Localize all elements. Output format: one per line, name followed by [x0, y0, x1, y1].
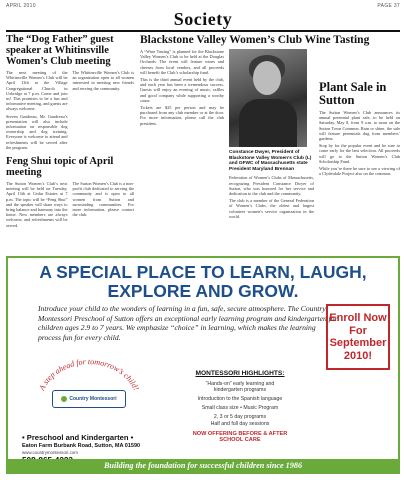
club-presidents-photo [229, 49, 307, 147]
dog-father-p1: The next meeting of the Whitinsville Women’s Club will be April 13th at the Village Congregational Church in Uxbridge at 7 p.m. Come and join us! This promises to be a fun and informative meeting, and guests are always welcome. [6, 70, 68, 112]
ad-title: A SPECIAL PLACE TO LEARN, LAUGH, EXPLORE AND GROW. [39, 262, 367, 301]
school-line: • Preschool and Kindergarten • [22, 433, 134, 442]
highlight-item: “Hands-on” early learning and kindergarten programs [205, 380, 275, 393]
left-column [6, 34, 134, 251]
photo-caption: Constance Dwyer, President of Blackstone Valley Women’s Club (L) and GFWC of Massachusetts state President Maryland Brennan [229, 150, 312, 172]
logo-text: Country Montessori [69, 396, 117, 402]
enroll-box [326, 304, 390, 370]
ad-intro: Introduce your child to the wonders of learning in a fun, safe, secure atmosphere. The Country Montessori Preschool of Sutton offers an exceptional early learning program and kindergarten for children ages 2.9 to 7 years. We emphasize “choice” in learning, which makes the learning process fun for every child. [38, 304, 338, 342]
logo-badge [52, 390, 126, 408]
highlight-item: Introduction to the Spanish language [197, 395, 283, 402]
federation-p2: The club is a member of the General Federation of Women’s Clubs, the oldest and largest volunteer women’s service organization in the world. [229, 198, 314, 219]
school-contact-note: Director [22, 471, 38, 474]
montessori-highlights [192, 370, 288, 444]
logo-mark-icon [61, 396, 67, 402]
highlights-heading: MONTESSORI HIGHLIGHTS: [195, 370, 285, 377]
care-offer: NOW OFFERING BEFORE & AFTER SCHOOL CARE [192, 430, 288, 444]
title-rule [6, 30, 400, 32]
feng-shui-article [6, 181, 134, 230]
enroll-text: Enroll Now For September 2010! [329, 312, 387, 362]
ad-footer: Building the foundation for successful children since 1986 [8, 459, 398, 472]
federation-p1: Federation of Women’s Clubs of Massachusetts, recognizing President Constance Dwyer of Sutton, who was honored for her service and dedication to the club and the community. [229, 175, 314, 196]
feng-shui-p2: The Sutton Women’s Club is a non-profit club dedicated to serving the community and is open to all women from Sutton and surrounding communities. For more information, please contact the club. [72, 181, 134, 218]
montessori-logo [34, 350, 144, 430]
school-website[interactable]: www.countrymontessori.com [22, 450, 78, 455]
issue-date: APRIL 2010 [6, 3, 36, 9]
page-number: PAGE 37 [377, 3, 400, 9]
plant-sale-headline: Plant Sale in Sutton [319, 80, 387, 107]
feng-shui-p1: The Sutton Women’s Club’s next meeting will be held on Tuesday, April 13th at Cedar Estates at 7 p.m. The topic will be “Feng Shui” and the speaker will share ways to bring balance and harmony into the home. New members are always welcome, and refreshments will be served. [6, 181, 68, 228]
dog-father-headline: The “Dog Father” guest speaker at Whitinsville Women’s Club meeting [6, 34, 114, 67]
ad-tagline: A step ahead for tomorrow’s child! [37, 357, 141, 392]
highlight-item: 2, 3 or 5 day programs Half and full day sessions [210, 414, 270, 427]
dog-father-p3: The Whitinsville Women’s Club is an organization open to all women interested in meeting new friends and serving the community. [72, 70, 134, 91]
wine-p1: A “Wine Tasting” is planned for the Blackstone Valley Women’s Club to be held at the Douglas Orchards. The event will feature wines and cheeses from local vendors, and all proceeds will benefit the Club’s scholarship fund. [140, 49, 224, 75]
wine-tasting-headline: Blackstone Valley Women’s Club Wine Tasting [140, 34, 370, 46]
dog-father-article [6, 70, 134, 152]
wine-p3: Tickets are $25 per person and may be purchased from any club member or at the door. For more information, please call the club president. [140, 105, 224, 126]
section-title: Society [173, 9, 233, 29]
wine-p2: This is the third annual event held by the club, and each year has been a tremendous success. Guests will enjoy an evening of music, raffles and good company while supporting a worthy cause. [140, 77, 224, 103]
wine-tasting-article [140, 49, 400, 221]
plant-sale-p1: The Sutton Women’s Club announces its annual perennial plant sale, to be held on Saturday, May 8, from 9 a.m. to noon on the Sutton Town Common. Rain or shine, the sale will feature perennials dug from members’ gardens. [319, 110, 400, 142]
feng-shui-headline: Feng Shui topic of April meeting [6, 156, 114, 179]
montessori-advertisement [6, 256, 400, 474]
right-column [140, 34, 400, 251]
school-address: Eaton Farm Burbank Road, Sutton, MA 01590 [22, 443, 141, 449]
highlight-item: Small class size • Music Program [201, 405, 279, 412]
plant-sale-p2: Stop by for the popular event and be sure to come early for the best selection. All proceeds will go to the Sutton Women’s Club Scholarship Fund. [319, 143, 400, 164]
dog-father-p2: Steven Gaudreau, Mr. Gaudreau’s presentation will also include information on responsible dog ownership and dog training. Everyone is welcome to attend and refreshments will be served after the program. [6, 113, 68, 150]
svg-text:A step ahead for tomorrow’s ch [37, 357, 141, 393]
plant-sale-p3: While you’re there be sure to see a viewing of a Clydesdale Project also on the common. [319, 166, 400, 177]
